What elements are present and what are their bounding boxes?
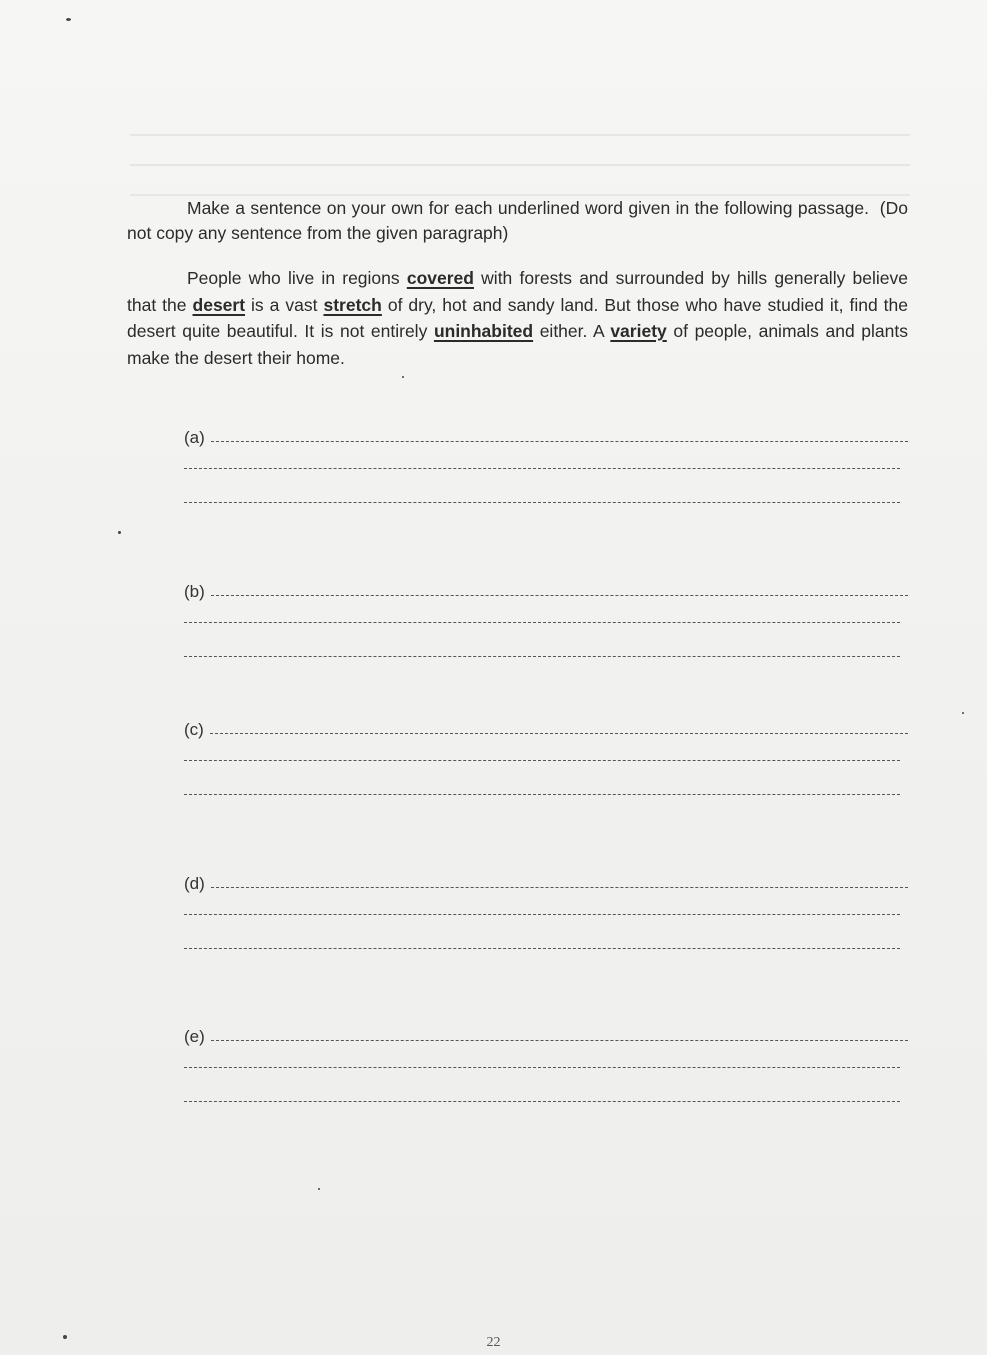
answer-block-b [184,581,908,657]
passage-text-1: People who live in regions [187,268,400,288]
instruction-line: Make a sentence on your own for each underlined word given in the following passage. [187,198,869,218]
passage-text-3: is a vast [251,294,318,315]
answer-block-e [184,1026,908,1102]
instruction-text [127,196,908,246]
answer-line-e-2[interactable] [184,1067,900,1068]
answer-block-d [184,873,908,949]
underlined-word-covered: covered [406,268,474,288]
answer-line-e-1[interactable] [211,1040,908,1041]
scan-speck [318,1188,320,1190]
scan-speck [962,712,964,714]
scan-speck [66,18,71,21]
scan-speck [118,531,121,534]
answer-line-a-2[interactable] [184,468,900,469]
answer-line-b-3[interactable] [184,656,900,657]
answer-line-e-3[interactable] [184,1101,900,1102]
underlined-word-uninhabited: uninhabited [433,321,534,341]
show-through-texture [130,118,910,208]
answer-line-c-3[interactable] [184,794,900,795]
answer-label-d: (d) [184,874,205,893]
answer-line-b-1[interactable] [211,595,908,596]
instruction-note: (Do not copy any sentence from the given paragraph) [127,198,908,243]
answer-line-d-1[interactable] [211,887,908,888]
underlined-word-desert: desert [192,294,246,315]
answer-label-c: (c) [184,720,204,739]
answer-line-a-1[interactable] [211,441,908,442]
page-number: 22 [486,1335,501,1350]
underlined-word-variety: variety [610,321,667,341]
passage-text-4: of dry, hot and sandy land. But those who have studied it, find the desert quite beautiful. It is not entirely [127,294,908,341]
answer-block-c [184,719,908,795]
answer-line-c-1[interactable] [210,733,908,734]
answer-label-e: (e) [184,1027,205,1046]
answer-label-b: (b) [184,582,205,601]
answer-label-a: (a) [184,428,205,447]
answer-block-a [184,427,908,503]
passage-text-2: with forests and surrounded by hills generally believe that the [127,268,908,315]
underlined-word-stretch: stretch [323,294,382,315]
scan-speck [402,376,404,378]
answer-line-b-2[interactable] [184,622,900,623]
answer-line-d-2[interactable] [184,914,900,915]
passage-text-6: of people, animals and plants make the desert their home. [127,321,908,368]
answer-line-c-2[interactable] [184,760,900,761]
passage-paragraph [127,265,908,371]
answer-line-a-3[interactable] [184,502,900,503]
answer-line-d-3[interactable] [184,948,900,949]
passage-text-5: either. A [539,321,604,341]
